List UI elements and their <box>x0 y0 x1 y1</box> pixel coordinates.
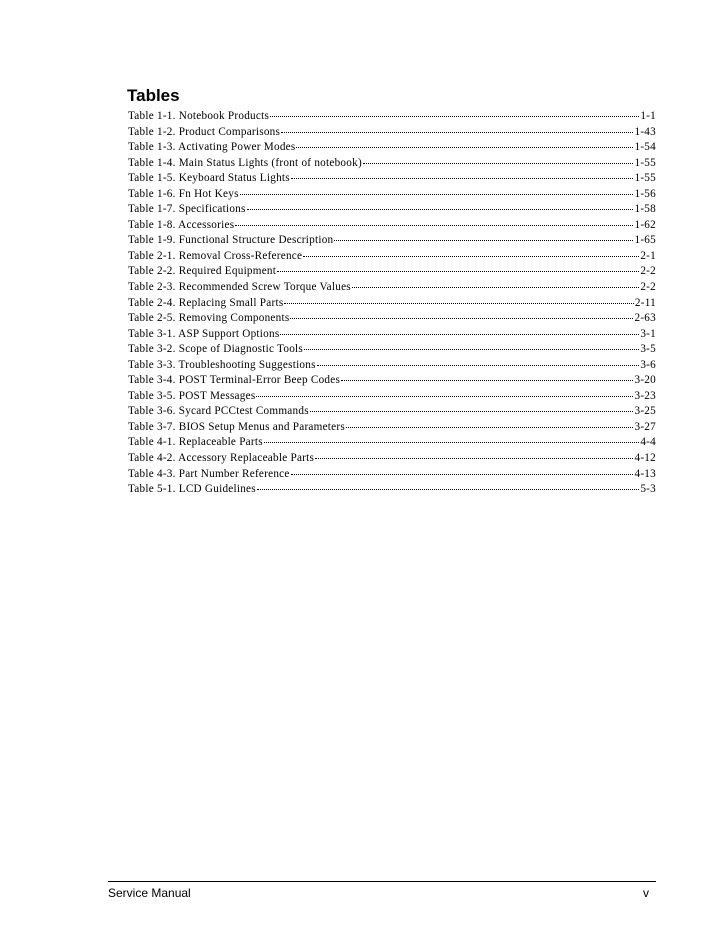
toc-entry-title: Table 3-1. ASP Support Options <box>128 327 280 340</box>
toc-entry-title: Table 3-7. BIOS Setup Menus and Parameters <box>128 420 345 433</box>
toc-entry[interactable] <box>128 216 656 232</box>
toc-entry[interactable] <box>128 465 656 481</box>
toc-entry-page: 3-23 <box>634 389 656 402</box>
toc-entry[interactable] <box>128 278 656 294</box>
toc-entry-title: Table 3-2. Scope of Diagnostic Tools <box>128 343 304 356</box>
dot-leader <box>270 107 639 119</box>
toc-entry-page: 2-2 <box>640 265 656 278</box>
toc-entry-page: 4-13 <box>634 467 656 480</box>
toc-entry-page: 4-12 <box>634 452 656 465</box>
dot-leader <box>334 231 633 243</box>
toc-entry[interactable] <box>128 309 656 325</box>
toc-entry[interactable] <box>128 294 656 310</box>
toc-entry-title: Table 1-2. Product Comparisons <box>128 125 281 138</box>
toc-entry[interactable] <box>128 418 656 434</box>
toc-entry-page: 1-56 <box>634 187 656 200</box>
toc-entry-page: 2-1 <box>640 249 656 262</box>
toc-entry[interactable] <box>128 107 656 123</box>
toc-entry-title: Table 1-5. Keyboard Status Lights <box>128 172 290 185</box>
toc-entry-page: 3-20 <box>634 374 656 387</box>
dot-leader <box>257 480 639 492</box>
dot-leader <box>291 169 634 181</box>
toc-entry-page: 1-62 <box>634 218 656 231</box>
toc-entry[interactable] <box>128 154 656 170</box>
toc-entry-title: Table 1-9. Functional Structure Description <box>128 234 334 247</box>
toc-entry-title: Table 4-3. Part Number Reference <box>128 467 290 480</box>
dot-leader <box>281 123 633 135</box>
dot-leader <box>291 465 634 477</box>
toc-entry[interactable] <box>128 480 656 496</box>
toc-entry-page: 2-2 <box>640 281 656 294</box>
toc-entry-page: 3-6 <box>640 358 656 371</box>
dot-leader <box>256 387 633 399</box>
toc-entry-title: Table 5-1. LCD Guidelines <box>128 483 256 496</box>
dot-leader <box>363 154 634 166</box>
toc-entry-page: 5-3 <box>640 483 656 496</box>
dot-leader <box>296 138 633 150</box>
table-of-tables <box>128 107 656 496</box>
dot-leader <box>341 371 633 383</box>
dot-leader <box>303 247 639 259</box>
dot-leader <box>317 356 640 368</box>
dot-leader <box>277 262 639 274</box>
toc-entry-title: Table 1-4. Main Status Lights (front of notebook) <box>128 156 362 169</box>
toc-entry-page: 3-1 <box>640 327 656 340</box>
toc-entry-title: Table 1-8. Accessories <box>128 218 235 231</box>
dot-leader <box>352 278 639 290</box>
toc-entry-title: Table 2-1. Removal Cross-Reference <box>128 249 303 262</box>
toc-entry-page: 3-5 <box>640 343 656 356</box>
toc-entry-title: Table 1-1. Notebook Products <box>128 110 270 122</box>
dot-leader <box>290 309 633 321</box>
toc-entry[interactable] <box>128 449 656 465</box>
page-number: v <box>643 886 649 900</box>
toc-entry-page: 1-43 <box>634 125 656 138</box>
toc-entry-page: 1-55 <box>634 172 656 185</box>
toc-entry[interactable] <box>128 433 656 449</box>
dot-leader <box>346 418 634 430</box>
toc-entry[interactable] <box>128 123 656 139</box>
toc-entry-page: 2-11 <box>634 296 656 309</box>
toc-entry[interactable] <box>128 402 656 418</box>
toc-entry-page: 4-4 <box>640 436 656 449</box>
toc-entry-page: 3-25 <box>634 405 656 418</box>
toc-entry[interactable] <box>128 247 656 263</box>
toc-entry[interactable] <box>128 200 656 216</box>
toc-entry[interactable] <box>128 387 656 403</box>
toc-entry-title: Table 4-2. Accessory Replaceable Parts <box>128 452 315 465</box>
toc-entry-title: Table 1-3. Activating Power Modes <box>128 141 296 154</box>
toc-entry-page: 3-27 <box>634 420 656 433</box>
toc-entry-page: 1-54 <box>634 141 656 154</box>
toc-entry-page: 2-63 <box>634 312 656 325</box>
toc-entry-title: Table 2-3. Recommended Screw Torque Values <box>128 281 351 294</box>
toc-entry[interactable] <box>128 325 656 341</box>
footer-title: Service Manual <box>108 886 191 900</box>
toc-entry-title: Table 3-5. POST Messages <box>128 389 256 402</box>
dot-leader <box>315 449 633 461</box>
toc-entry-title: Table 2-4. Replacing Small Parts <box>128 296 284 309</box>
toc-entry-title: Table 1-6. Fn Hot Keys <box>128 187 239 200</box>
dot-leader <box>310 402 634 414</box>
footer-rule <box>108 881 656 882</box>
toc-entry-title: Table 4-1. Replaceable Parts <box>128 436 263 449</box>
toc-entry-title: Table 3-4. POST Terminal-Error Beep Codes <box>128 374 341 387</box>
toc-entry-page: 1-58 <box>634 203 656 216</box>
toc-entry-page: 1-1 <box>640 110 656 122</box>
toc-entry-page: 1-55 <box>634 156 656 169</box>
toc-entry[interactable] <box>128 169 656 185</box>
toc-entry[interactable] <box>128 185 656 201</box>
toc-entry-page: 1-65 <box>634 234 656 247</box>
toc-entry-title: Table 2-2. Required Equipment <box>128 265 277 278</box>
dot-leader <box>304 340 639 352</box>
toc-entry[interactable] <box>128 356 656 372</box>
toc-entry-title: Table 3-6. Sycard PCCtest Commands <box>128 405 309 418</box>
toc-entry-title: Table 1-7. Specifications <box>128 203 246 216</box>
toc-entry-title: Table 2-5. Removing Components <box>128 312 290 325</box>
toc-entry[interactable] <box>128 231 656 247</box>
toc-entry[interactable] <box>128 340 656 356</box>
dot-leader <box>235 216 633 228</box>
dot-leader <box>240 185 634 197</box>
toc-entry[interactable] <box>128 262 656 278</box>
dot-leader <box>284 294 633 306</box>
toc-entry[interactable] <box>128 138 656 154</box>
dot-leader <box>264 433 640 445</box>
toc-entry[interactable] <box>128 371 656 387</box>
section-heading: Tables <box>127 86 180 105</box>
toc-entry-title: Table 3-3. Troubleshooting Suggestions <box>128 358 316 371</box>
dot-leader <box>247 200 634 212</box>
dot-leader <box>280 325 639 337</box>
